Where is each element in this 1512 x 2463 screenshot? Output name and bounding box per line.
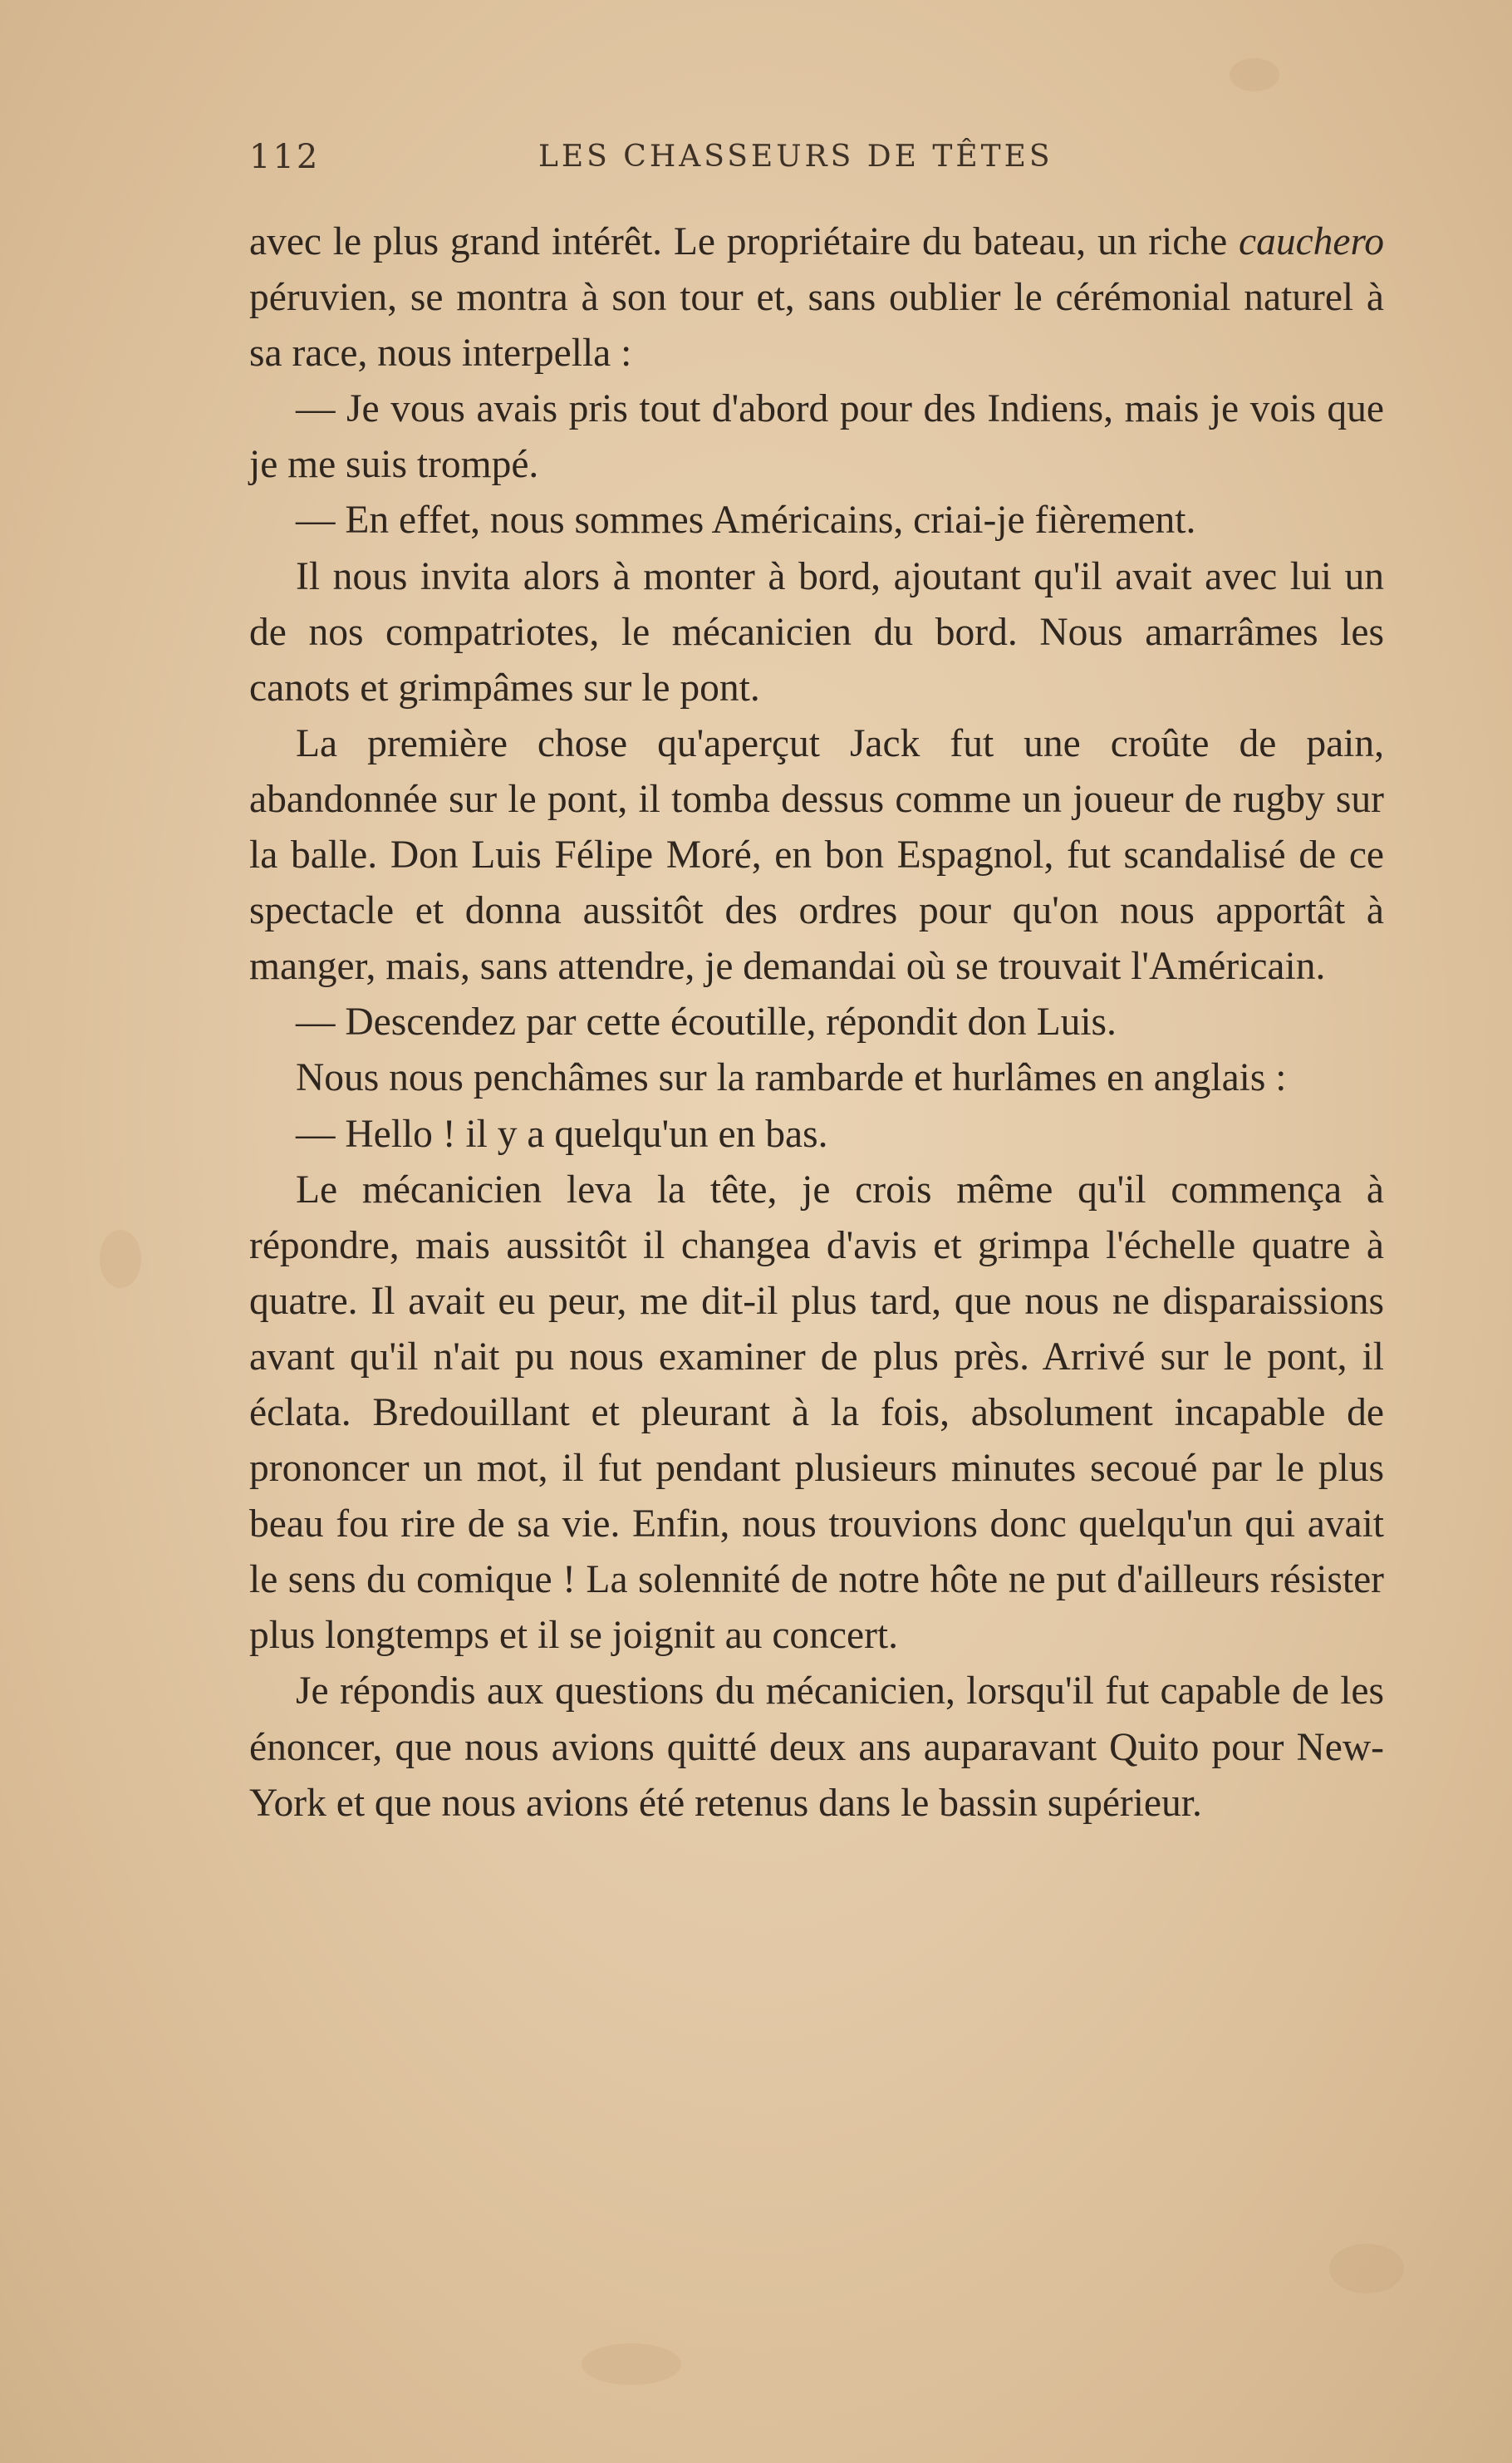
paragraph-1-before: avec le plus grand intérêt. Le propriétaire du bateau, un riche [249, 220, 1240, 263]
paragraph-3: — En effet, nous sommes Américains, criai-je fièrement. [296, 499, 1196, 543]
paragraph-1 [249, 214, 1384, 381]
paragraph-8: — Hello ! il y a quelqu'un en bas. [296, 1112, 828, 1156]
running-head [249, 138, 1384, 188]
body-text [249, 214, 1384, 1831]
paragraph-4: Il nous invita alors à monter à bord, ajoutant qu'il avait avec lui un de nos compatriotes, le mécanicien du bord. Nous amarrâmes les canots et grimpâmes sur le pont. [249, 554, 1384, 710]
paper-stain [582, 2343, 681, 2385]
paragraph-6: — Descendez par cette écoutille, répondit don Luis. [296, 1000, 1117, 1045]
paragraph-1-emphasis: cauchero [1239, 220, 1384, 263]
paragraph-7: Nous nous penchâmes sur la rambarde et hurlâmes en anglais : [296, 1056, 1287, 1100]
book-title: LES CHASSEURS DE TÊTES [538, 140, 1053, 174]
paragraph-1-after: péruvien, se montra à son tour et, sans oublier le cérémonial naturel à sa race, nous interpella : [249, 276, 1384, 376]
page-number: 112 [249, 138, 321, 176]
paragraph-2: — Je vous avais pris tout d'abord pour des Indiens, mais je vois que je me suis trompé. [249, 387, 1384, 487]
paper-stain [100, 1230, 141, 1288]
paper-stain [1329, 2244, 1404, 2293]
paragraph-10: Je répondis aux questions du mécanicien, lorsqu'il fut capable de les énoncer, que nous avions quitté deux ans auparavant Quito pour New-York et que nous avions été retenus dans le bassin supérieur. [249, 1669, 1384, 1825]
paragraph-5: La première chose qu'aperçut Jack fut une croûte de pain, abandonnée sur le pont, il tomba dessus comme un joueur de rugby sur la balle. Don Luis Félipe Moré, en bon Espagnol, fut scandalisé de ce spectacle et donna aussitôt des ordres pour qu'on nous apportât à manger, mais, sans attendre, je demandai où se trouvait l'Américain. [249, 721, 1384, 989]
paper-stain [1230, 58, 1279, 91]
paragraph-9: Le mécanicien leva la tête, je crois même qu'il commença à répondre, mais aussitôt il changea d'avis et grimpa l'échelle quatre à quatre. Il avait eu peur, me dit-il plus tard, que nous ne disparaissions avant qu'il n'ait pu nous examiner de plus près. Arrivé sur le pont, il éclata. Bredouillant et pleurant à la fois, absolument incapable de prononcer un mot, il fut pendant plusieurs minutes secoué par le plus beau fou rire de sa vie. Enfin, nous trouvions donc quelqu'un qui avait le sens du comique ! La solennité de notre hôte ne put d'ailleurs résister plus longtemps et il se joignit au concert. [249, 1168, 1384, 1658]
